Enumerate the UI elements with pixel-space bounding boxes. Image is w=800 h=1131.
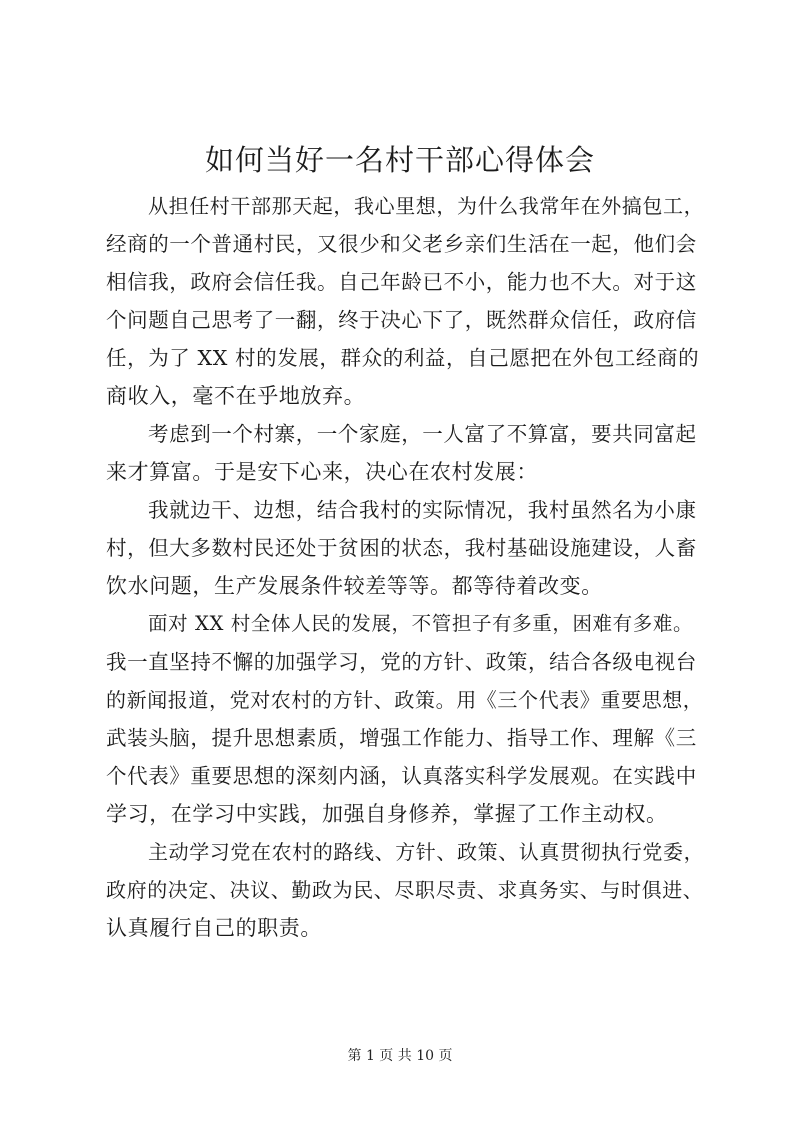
text-line: 的新闻报道，党对农村的方针、政策。用《三个代表》重要思想， — [106, 688, 704, 712]
text-line: 认真履行自己的职责。 — [106, 916, 322, 940]
body-text — [106, 187, 706, 947]
text-line: 主动学习党在农村的路线、方针、政策、认真贯彻执行党委， — [148, 840, 705, 864]
text-line: 武装头脑，提升思想素质，增强工作能力、指导工作、理解《三 — [106, 726, 697, 750]
text-line: 个代表》重要思想的深刻内涵，认真落实科学发展观。在实践中 — [106, 764, 697, 788]
text-line: 面对 XX 村全体人民的发展，不管担子有多重，困难有多难。 — [148, 612, 694, 635]
text-line: 从担任村干部那天起，我心里想，为什么我常年在外搞包工， — [148, 194, 705, 218]
page-footer: 第 1 页 共 10 页 — [347, 1048, 453, 1064]
text-line: 饮水问题，生产发展条件较差等等。都等待着改变。 — [106, 574, 603, 598]
text-line: 商收入，毫不在乎地放弃。 — [106, 384, 366, 408]
text-line: 经商的一个普通村民，又很少和父老乡亲们生活在一起，他们会 — [106, 232, 697, 256]
text-line: 村，但大多数村民还处于贫困的状态，我村基础设施建设，人畜 — [106, 536, 697, 560]
text-line: 政府的决定、决议、勤政为民、尽职尽责、求真务实、与时俱进、 — [106, 878, 704, 902]
text-line: 任，为了 XX 村的发展，群众的利益，自己愿把在外包工经商的 — [106, 346, 700, 370]
text-line: 相信我，政府会信任我。自己年龄已不小，能力也不大。对于这 — [106, 270, 697, 294]
text-line: 我一直坚持不懈的加强学习，党的方针、政策，结合各级电视台 — [106, 650, 697, 674]
text-line: 个问题自己思考了一翻，终于决心下了，既然群众信任，政府信 — [106, 308, 697, 332]
text-line: 来才算富。于是安下心来，决心在农村发展： — [106, 460, 538, 484]
text-line: 考虑到一个村寨，一个家庭，一人富了不算富，要共同富起 — [148, 422, 697, 446]
text-line: 学习，在学习中实践，加强自身修养，掌握了工作主动权。 — [106, 802, 668, 826]
page-title: 如何当好一名村干部心得体会 — [204, 143, 595, 177]
text-line: 我就边干、边想，结合我村的实际情况，我村虽然名为小康 — [148, 498, 697, 522]
